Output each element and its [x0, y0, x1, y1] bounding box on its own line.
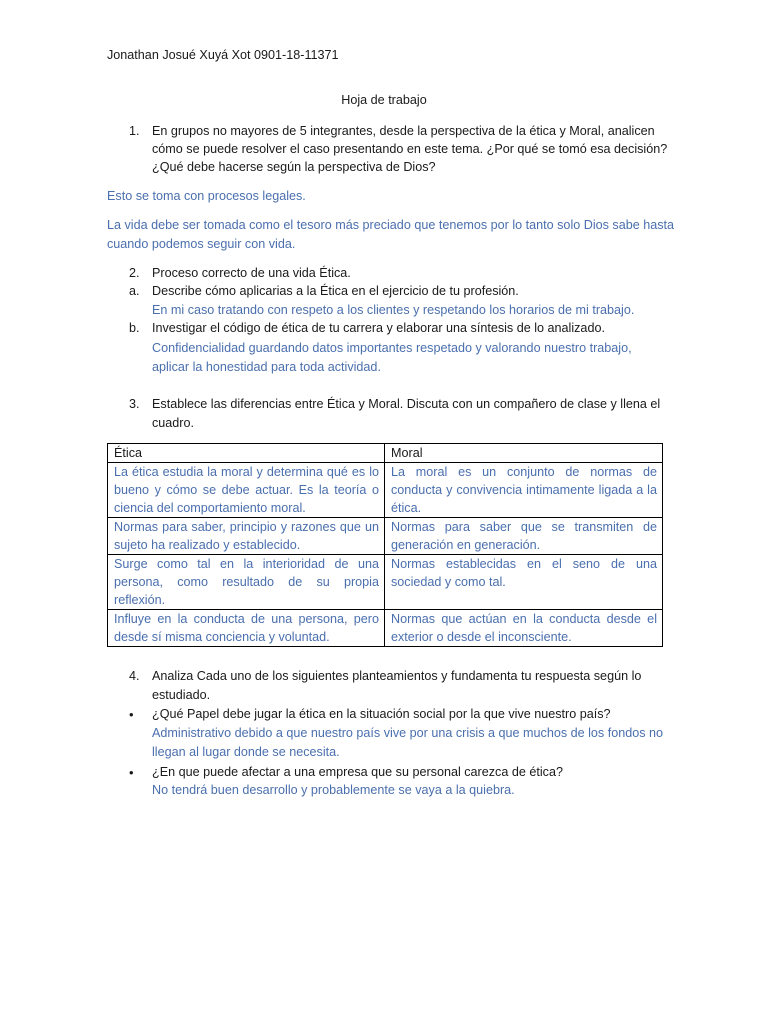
q2b-text: Investigar el código de ética de tu carrera y elaborar una síntesis de lo analizado. [152, 321, 605, 335]
table-cell-moral: La moral es un conjunto de normas de conducta y convivencia intimamente ligada a la ética. [385, 463, 663, 518]
q1-number: 1. [129, 124, 140, 138]
q2a-answer: En mi caso tratando con respeto a los clientes y respetando los horarios de mi trabajo. [152, 303, 635, 317]
q4-line1: Analiza Cada uno de los siguientes planteamientos y fundamenta tu respuesta según lo [152, 669, 642, 683]
q2b-answer-line1: Confidencialidad guardando datos importantes respetado y valorando nuestro trabajo, [152, 341, 632, 355]
q1-line1: En grupos no mayores de 5 integrantes, desde la perspectiva de la ética y Moral, analicen [152, 124, 655, 138]
q4-b1-answer-line2: llegan al lugar donde se necesita. [152, 745, 340, 759]
q2a-text: Describe cómo aplicarias a la Ética en el ejercicio de tu profesión. [152, 284, 519, 298]
table-row [108, 518, 663, 555]
q1-answer1: Esto se toma con procesos legales. [107, 189, 306, 203]
table-header-row [108, 444, 663, 463]
q4-b2-answer: No tendrá buen desarrollo y probablemente se vaya a la quiebra. [152, 783, 515, 797]
q1-answer2-line1: La vida debe ser tomada como el tesoro más preciado que tenemos por lo tanto solo Dios sabe hasta [107, 218, 675, 232]
q2-number: 2. [129, 266, 140, 280]
q3-line2: cuadro. [152, 416, 195, 430]
q4-b2-question: ¿En que puede afectar a una empresa que su personal carezca de ética? [152, 765, 563, 779]
q3-number: 3. [129, 397, 140, 411]
table-cell-etica: Normas para saber, principio y razones que un sujeto ha realizado y establecido. [108, 518, 385, 555]
q4-line2: estudiado. [152, 688, 211, 702]
table-cell-etica: Surge como tal en la interioridad de una persona, como resultado de su propia reflexión. [108, 555, 385, 610]
author-line: Jonathan Josué Xuyá Xot 0901-18-11371 [107, 48, 339, 62]
table-header-moral: Moral [385, 444, 663, 463]
q2a-label: a. [129, 284, 140, 298]
q3-line1: Establece las diferencias entre Ética y Moral. Discuta con un compañero de clase y llena el [152, 397, 661, 411]
table-header-etica: Ética [108, 444, 385, 463]
table-cell-moral: Normas establecidas en el seno de una sociedad y como tal. [385, 555, 663, 610]
etica-moral-table [107, 443, 663, 647]
q4-number: 4. [129, 669, 140, 683]
q1-answer2-line2: cuando podemos seguir con vida. [107, 237, 296, 251]
table-cell-moral: Normas para saber que se transmiten de generación en generación. [385, 518, 663, 555]
bullet-icon: • [129, 707, 134, 722]
q4-b1-question: ¿Qué Papel debe jugar la ética en la situación social por la que vive nuestro país? [152, 707, 611, 721]
q2b-answer-line2: aplicar la honestidad para toda actividad. [152, 360, 381, 374]
table-cell-etica: La ética estudia la moral y determina qué es lo bueno y cómo se debe actuar. Es la teoría o ciencia del comportamiento moral. [108, 463, 385, 518]
table-cell-moral: Normas que actúan en la conducta desde el exterior o desde el inconsciente. [385, 610, 663, 647]
page-title: Hoja de trabajo [341, 93, 427, 107]
q4-b1-answer-line1: Administrativo debido a que nuestro país vive por una crisis a que muchos de los fondos no [152, 726, 664, 740]
q2b-label: b. [129, 321, 140, 335]
table-row [108, 555, 663, 610]
q1-line3: ¿Qué debe hacerse según la perspectiva de Dios? [152, 160, 436, 174]
bullet-icon: • [129, 765, 134, 780]
q2-text: Proceso correcto de una vida Ética. [152, 266, 351, 280]
table-cell-etica: Influye en la conducta de una persona, pero desde sí misma conciencia y voluntad. [108, 610, 385, 647]
q1-line2: cómo se puede resolver el caso presentando en este tema. ¿Por qué se tomó esa decisión? [152, 142, 668, 156]
table-row [108, 463, 663, 518]
table-row [108, 610, 663, 647]
